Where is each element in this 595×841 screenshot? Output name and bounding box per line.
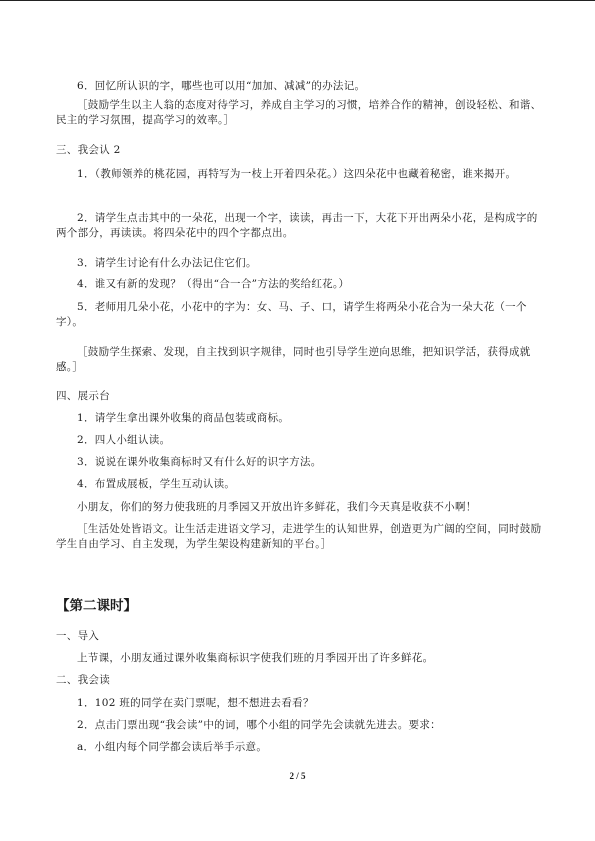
paragraph-note: ［鼓励学生探索、发现，自主找到识字规律，同时也引导学生逆向思维，把知识学活，获得成就感。］ <box>56 346 531 373</box>
section-heading-two: 二、我会读 <box>56 674 110 686</box>
paragraph: 1．请学生拿出课外收集的商品包装或商标。 <box>77 412 290 424</box>
paragraph-note: ［鼓励学生以主人翁的态度对待学习，养成自主学习的习惯，培养合作的精神，创设轻松、和谐、民主的学习氛围，提高学习的效率。］ <box>56 99 542 126</box>
paragraph: 4．谁又有新的发现？（得出“合一合”方法的奖给红花。） <box>77 278 350 290</box>
section-heading-one: 一、导入 <box>56 630 100 642</box>
paragraph: 3．说说在课外收集商标时又有什么好的识字方法。 <box>77 456 322 468</box>
paragraph: 2．请学生点击其中的一朵花，出现一个字，读读，再击一下，大花下开出两朵小花，是构成字的两个部分，再读读。将四朵花中的四个字都点出。 <box>56 212 538 239</box>
paragraph-note: ［生活处处皆语文。让生活走进语文学习，走进学生的认知世界，创造更为广阔的空间，同时鼓励学生自由学习、自主发现，为学生架设构建新知的平台。］ <box>56 523 542 550</box>
paragraph: a．小组内每个同学都会读后举手示意。 <box>77 741 268 753</box>
paragraph: 6．回忆所认识的字，哪些也可以用“加加、减减”的办法记。 <box>77 80 366 92</box>
section-heading-four: 四、展示台 <box>56 390 110 402</box>
paragraph: 2．四人小组认读。 <box>77 434 171 446</box>
paragraph: 2．点击门票出现“我会读”中的词，哪个小组的同学先会读就先进去。要求： <box>77 719 441 731</box>
paragraph: 3．请学生讨论有什么办法记住它们。 <box>77 257 257 269</box>
paragraph: 1．102 班的同学在卖门票呢，想不想进去看看？ <box>77 697 314 709</box>
lesson-heading: 【第二课时】 <box>56 598 137 614</box>
section-heading-three: 三、我会认 2 <box>56 144 121 156</box>
paragraph: 上节课，小朋友通过课外收集商标识字使我们班的月季园开出了许多鲜花。 <box>77 652 434 664</box>
paragraph: 1．（教师领养的桃花园，再特写为一枝上开着四朵花。）这四朵花中也藏着秘密，谁来揭开。 <box>77 168 517 180</box>
paragraph: 小朋友，你们的努力使我班的月季园又开放出许多鲜花，我们今天真是收获不小啊！ <box>77 501 477 513</box>
paragraph: 4．布置成展板，学生互动认读。 <box>77 478 236 490</box>
page-top-rule <box>0 0 595 1</box>
paragraph: 5．老师用几朵小花，小花中的字为：女、马、子、口，请学生将两朵小花合为一朵大花（一个字）。 <box>56 301 527 328</box>
page-number: 2 / 5 <box>289 771 306 781</box>
